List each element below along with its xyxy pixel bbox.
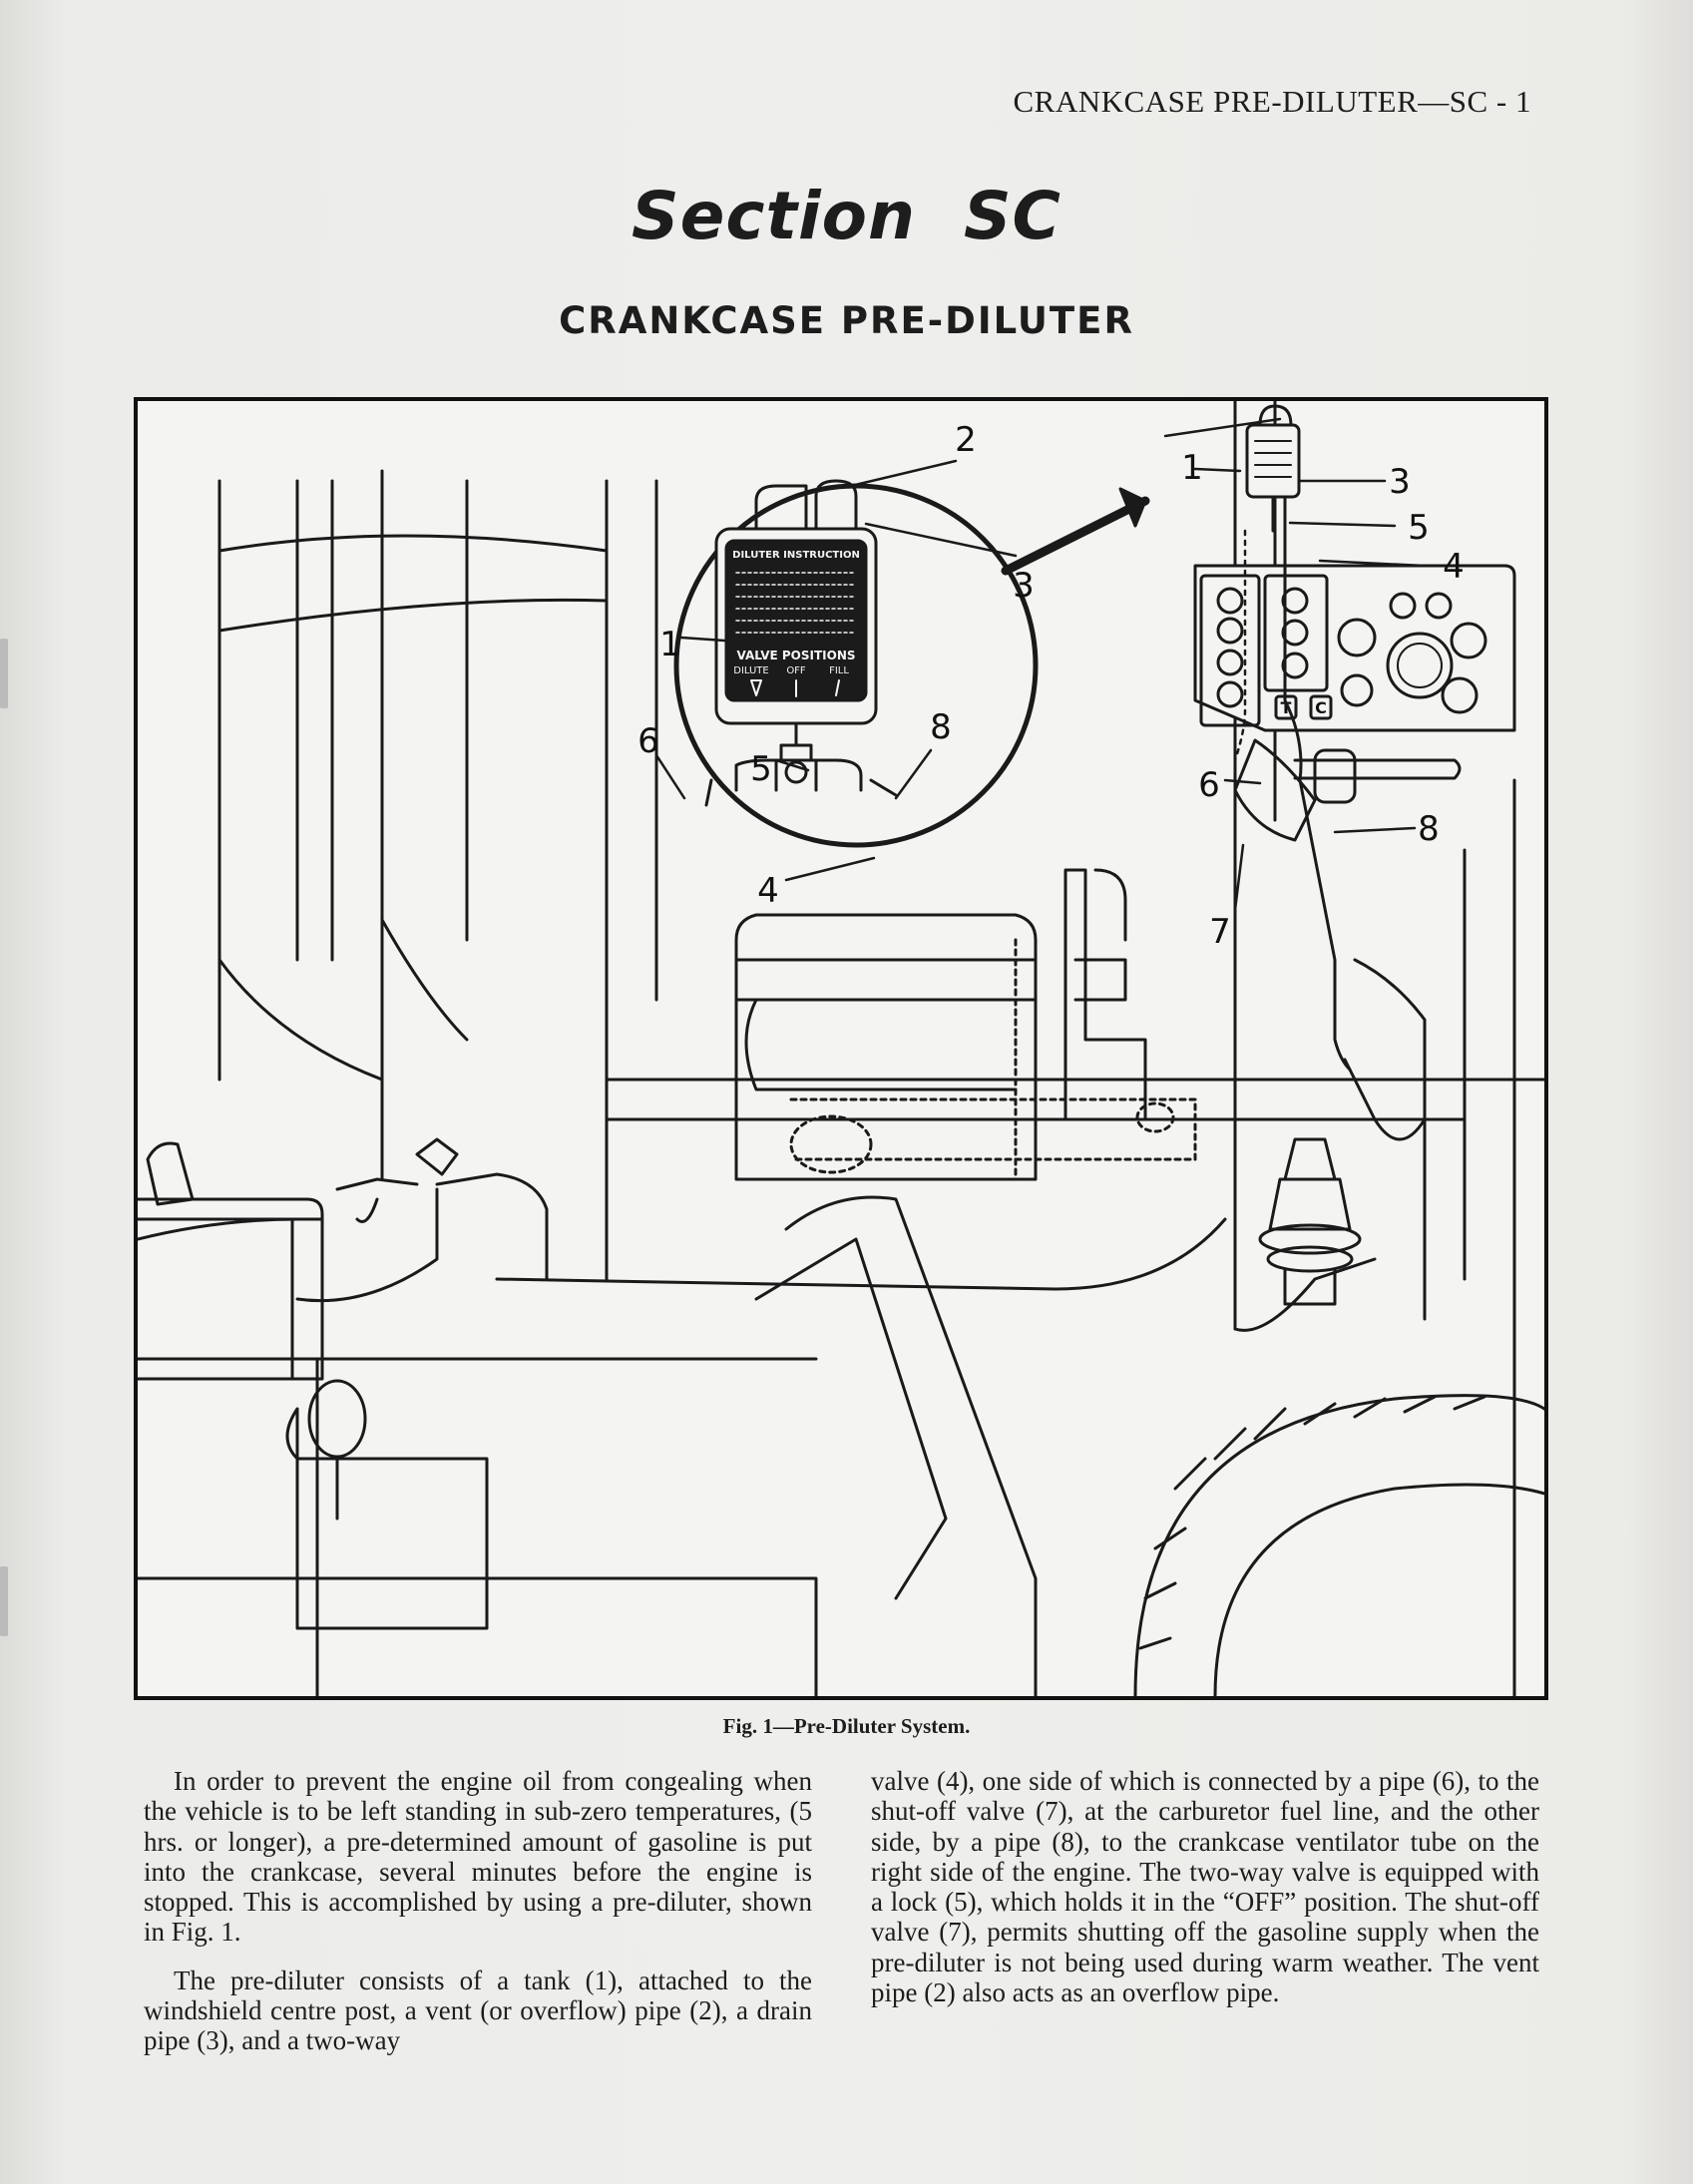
inset-callout-8: 8 [930,707,952,747]
body-paragraph: valve (4), one side of which is connected by a pipe (6), to the shut-off valve (7), at the carburetor fuel line, and the other side, by a pipe (8), to the crankcase ventilator tube on the right side of the engine. The two-way valve is equipped with a lock (5), which holds it in the “OFF” position. The shut-off valve (7), permits shutting off the gasoline supply when the pre-diluter is not being used during warm weather. The vent pipe (2) also acts as an overflow pipe. [871,1766,1539,2008]
running-head: CRANKCASE PRE-DILUTER—SC - 1 [1013,84,1531,119]
inset-callout-6: 6 [637,721,659,761]
inset-callout-3: 3 [1013,566,1035,606]
main-callout-5: 5 [1408,508,1430,548]
instrument-panel [1195,566,1514,730]
main-callout-6: 6 [1198,765,1220,805]
section-word: Section [632,178,916,254]
pre-diluter-illustration [138,401,1544,1696]
left-fuel-tank [138,1143,322,1379]
main-callout-4: 4 [1443,547,1465,587]
body-column-right [871,1766,1539,2025]
inset-callout-1: 1 [659,625,681,664]
plate-position-fill: FILL [829,665,849,676]
figure-caption: Fig. 1—Pre-Diluter System. [722,1714,971,1738]
body-paragraph: In order to prevent the engine oil from congealing when the vehicle is to be left standing in sub-zero temperatures, (5 hrs. or longer), a pre-determined amount of gasoline is put into the crankcase, several minutes before the engine is stopped. This is accomplished by using a pre-diluter, shown in Fig. 1. [144,1766,812,1948]
main-callout-8: 8 [1418,809,1440,849]
inset-callout-4: 4 [757,871,779,911]
staple-mark [0,639,8,708]
staple-mark [0,1566,8,1636]
lower-body [138,1197,1036,1696]
gauge-letter-c: C [1315,698,1327,717]
front-tire [1135,1396,1544,1696]
main-callout-1: 1 [1181,448,1203,488]
body-column-left [144,1766,812,2074]
main-callout-7: 7 [1209,912,1231,952]
section-subtitle: CRANKCASE PRE-DILUTER [559,299,1134,342]
cab-outline [219,471,656,1279]
fuel-pump [1260,1139,1360,1304]
main-callout-3: 3 [1389,462,1411,502]
inset-magnified-view [676,481,1036,845]
inset-callout-2: 2 [955,420,977,460]
plate-heading: DILUTER INSTRUCTION [732,550,860,561]
engine-block [736,870,1195,1179]
plate-valve-label: VALVE POSITIONS [736,649,856,662]
section-code: SC [963,178,1061,254]
body-paragraph: The pre-diluter consists of a tank (1), attached to the windshield centre post, a vent (or overflow) pipe (2), a drain pipe (3), and a two-way [144,1965,812,2056]
inset-callout-5: 5 [750,749,772,789]
section-title [0,178,1693,254]
small-tank [1247,406,1299,531]
plate-position-off: OFF [786,665,806,676]
figure-pre-diluter-system [134,397,1548,1700]
plate-position-dilute: DILUTE [733,665,769,676]
gauge-letter-t: T [1280,698,1292,717]
